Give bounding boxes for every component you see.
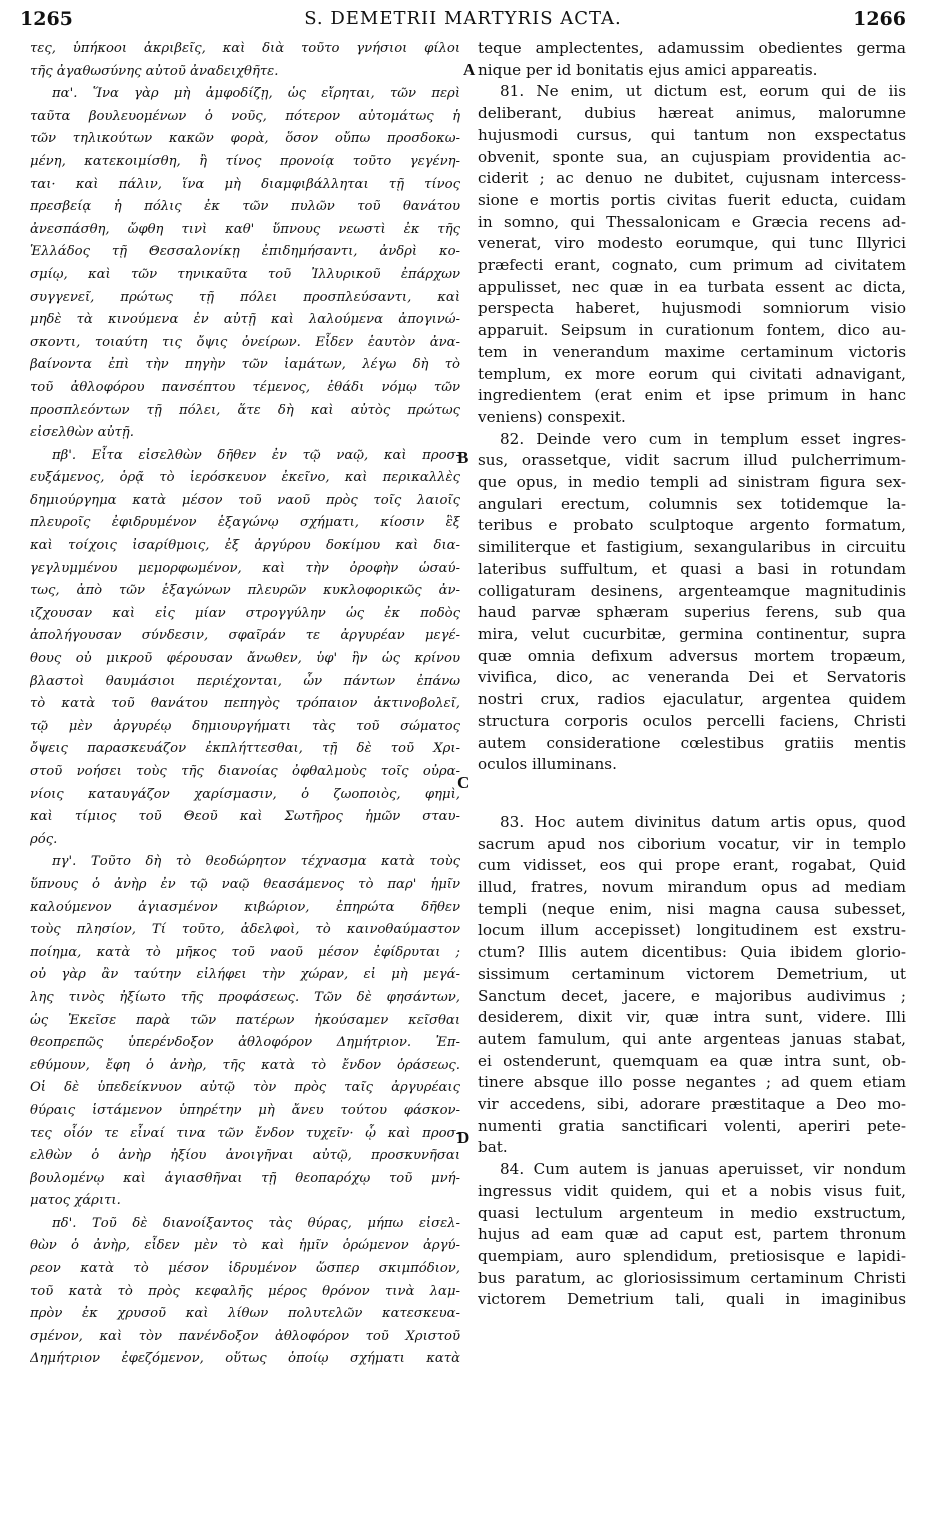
greek-text-line: ὄψεις παρασκευάζον ἐκπλήττεσθαι, τῇ δὲ τοῦ Χρι- [30,741,460,757]
greek-text-line: σμένον, καὶ τὸν πανένδοξον ἀθλοφόρον τοῦ Χριστοῦ [30,1328,460,1344]
latin-column [478,38,906,1311]
greek-text-line: πα'. Ἵνα γὰρ μὴ ἀμφοδίζῃ, ὡς εἴρηται, τῶν περὶ [52,86,460,102]
latin-spacer [478,794,906,812]
latin-text-line: sacrum apud nos ciborium vocatur, vir in templo [478,834,906,853]
latin-text-line: desiderem, dixit vir, quæ intra sunt, videre. Illi [478,1008,906,1027]
greek-text-line: τες οἷόν τε εἶναί τινα τῶν ἔνδον τυχεῖν· ᾧ καὶ προσ- [30,1125,460,1141]
latin-text-line: hujusmodi cursus, qui tantum non exspectatus [478,125,906,144]
latin-text-line: sione e mortis portis civitas fuerit educta, cuidam [478,190,906,209]
page-header [20,8,906,36]
greek-text-line: τῶν τηλικούτων κακῶν φορὰ, ὅσον οὔπω προσδοκω- [30,131,460,147]
greek-text-line: στοῦ νοήσει τοὺς τῆς διανοίας ὀφθαλμοὺς τοῖς οὐρα- [30,764,460,779]
greek-text-line: ελθὼν ὁ ἀνὴρ ἠξίου ἀνοιγῆναι αὐτῷ, προσκυνῆσαι [30,1148,460,1164]
greek-text-line: καλούμενον ἁγιασμένον κιβώριον, ἐπηρώτα δῆθεν [30,899,460,915]
latin-text-line: veniens) conspexit. [478,407,626,426]
greek-text-line: ἀπολήγουσαν σύνδεσιν, σφαῖράν τε ἀργυρέαν μεγέ- [30,628,460,644]
greek-text-line: ποίημα, κατὰ τὸ μῆκος τοῦ ναοῦ μέσον ἐφίδρυται ; [30,944,460,960]
greek-text-line: βουλομένῳ καὶ ἁγιασθῆναι τῇ θεοπαρόχῳ τοῦ μνή- [30,1170,460,1186]
latin-text-line: teque amplectentes, adamussim obedientes germa [478,39,906,57]
greek-text-line: τῷ μὲν ἀργυρέῳ δημιουργήματι τὰς τοῦ σώματος [30,718,460,734]
greek-text-line: οὐ γὰρ ἂν ταύτην εἰλήφει τὴν χώραν, εἰ μὴ μεγά- [30,967,460,983]
latin-text-line: in somno, qui Thessalonicam e Græcia recens ad- [478,212,906,231]
greek-text-line: Ἑλλάδος τῇ Θεσσαλονίκῃ ἐπιδημήσαντι, ἀνδρὶ κο- [30,244,460,260]
latin-text-line: apparuit. Seipsum in curationum fontem, dico au- [478,321,906,340]
latin-text-line: cum vidisset, eos qui prope erant, rogabat, Quid [478,856,906,875]
latin-text-line: quempiam, auro splendidum, pretiosisque e lapidi- [478,1246,906,1265]
latin-text-line: nique per id bonitatis ejus amici appareatis. [478,60,818,79]
latin-text-line: sissimum certaminum victorem Demetrium, ut [478,964,906,983]
greek-text-line: Οἱ δὲ ὑπεδείκνυον αὐτῷ τὸν πρὸς ταῖς ἀργυρέαις [30,1080,460,1096]
latin-text-line: appulisset, nec quæ in ea turbata essent ac dicta, [478,277,906,296]
latin-text-line: autem consideratione cœlestibus gratiis mentis [478,733,906,752]
greek-text-line: νίοις καταυγάζον χαρίσμασιν, ὁ ζωοποιὸς, φημὶ, [30,786,460,802]
latin-text-line: que opus, in medio templi ad sinistram figura sex- [478,473,906,492]
latin-text-line: ingressus vidit quidem, qui et a nobis visus fuit, [478,1181,906,1200]
greek-text-line: καὶ τίμιος τοῦ Θεοῦ καὶ Σωτῆρος ἡμῶν σταυ- [30,809,460,825]
latin-text-line: colligaturam desinens, argenteamque magnitudinis [478,581,906,600]
latin-spacer [478,776,906,794]
greek-text-line: τοὺς πλησίον, Τί τοῦτο, ἀδελφοὶ, τὸ καινοθαύμαστον [30,922,460,938]
greek-text-line: δημιούργημα κατὰ μέσον τοῦ ναοῦ πρὸς τοῖς λαιοῖς [30,492,460,508]
greek-text-line: τως, ἀπὸ τῶν ἑξαγώνων πλευρῶν κυκλοφορικῶς ἀν- [30,583,460,599]
latin-text-line: similiterque et fastigium, sexangularibus in circuitu [478,538,906,557]
greek-text-line: ρεον κατὰ τὸ μέσον ἱδρυμένον ὥσπερ σκιμπόδιον, [30,1261,460,1277]
greek-text-line: πρὸν ἐκ χρυσοῦ καὶ λίθων πολυτελῶν κατεσκευα- [30,1306,460,1322]
greek-text-line: πγ'. Τοῦτο δὴ τὸ θεοδώρητον τέχνασμα κατὰ τοὺς [52,854,460,870]
latin-text-line: hujus ad eam quæ ad caput est, partem thronum [478,1225,906,1244]
greek-text-line: σκοντι, τοιαύτη τις ὄψις ὀνείρων. Εἶδεν ἑαυτὸν ἀνα- [30,334,460,350]
latin-text-line: quasi lectulum argenteum in medio exstructum, [478,1203,906,1222]
greek-text-line: πρεσβείᾳ ἡ πόλις ἐκ τῶν πυλῶν τοῦ θανάτου [30,199,460,215]
greek-text-line: θεοπρεπῶς ὑπερένδοξον ἀθλοφόρον Δημήτριον. Ἐπ- [30,1035,460,1051]
greek-text-line: θὼν ὁ ἀνὴρ, εἶδεν μὲν τὸ καὶ ἡμῖν ὁρώμενον ἀργύ- [30,1238,460,1254]
greek-text-line: τὸ κατὰ τοῦ θανάτου πεπηγὸς τρόπαιον ἀκτινοβολεῖ, [30,696,460,712]
greek-text-line: ευξάμενος, ὁρᾷ τὸ ἱερόσκευον ἐκεῖνο, καὶ περικαλλὲς [30,470,460,486]
latin-text-line: haud parvæ sphæram superius ferens, sub qua [478,603,906,622]
latin-text-line: deliberant, dubius hæreat animus, malorumne [478,104,906,123]
section-marker-a: A [463,60,476,79]
greek-text-line: μένη, κατεκοιμίσθη, ἢ τίνος προνοίᾳ τοῦτο γεγένη- [30,153,460,169]
greek-text-line: τῆς ἀγαθωσύνης αὐτοῦ ἀναδειχθῆτε. [30,63,279,79]
greek-text-line: βλαστοὶ θαυμάσιοι περιέχονται, ὧν πάντων ἐπάνω [30,673,460,689]
latin-text-line: vir accedens, sibi, adorare præstitaque a Deo mo- [478,1095,906,1114]
greek-text-line: θους οὐ μικροῦ φέρουσαν ἄνωθεν, ὑφ' ἣν ὡς κρίνου [30,651,460,667]
latin-text-line: templi (neque enim, nisi magna causa subesset, [478,899,906,918]
greek-text-line: πλευροῖς ἐφιδρυμένον ἑξαγώνῳ σχήματι, κίοσιν ἓξ [30,515,460,531]
latin-text-line: mira, velut cucurbitæ, germina continentur, supra [478,624,906,643]
page-number-right: 1266 [853,8,906,30]
greek-text-line: ρός. [30,831,58,847]
latin-text-line: angulari erectum, columnis sex totidemque la- [478,494,906,513]
latin-text-line: locum illum accepisset) longitudinem est exstru- [478,921,906,940]
greek-text-line: εθύμουν, ἔφη ὁ ἀνὴρ, τῆς κατὰ τὸ ἔνδον ὁράσεως. [30,1057,460,1073]
latin-text-line: oculos illuminans. [478,755,617,774]
latin-text-line: 81. Ne enim, ut dictum est, eorum qui de iis [500,82,906,101]
greek-text-line: τοῦ κατὰ τὸ πρὸς κεφαλῆς μέρος θρόνον τινὰ λαμ- [30,1283,460,1299]
latin-text-line: obvenit, sponte sua, an cujuspiam providentia ac- [478,147,906,166]
latin-text-line: sus, orassetque, vidit sacrum illud pulcherrimum- [478,451,906,470]
section-marker-b: B [457,448,469,467]
latin-text-line: ei ostenderunt, quemquam ea quæ intra sunt, ob- [478,1051,906,1070]
greek-text-line: ὡς Ἐκεῖσε παρὰ τῶν πατέρων ἠκούσαμεν κεῖσθαι [30,1012,460,1028]
greek-text-line: λης τινὸς ἠξίωτο τῆς προφάσεως. Τῶν δὲ φησάντων, [30,989,460,1005]
latin-text-line: Sanctum decet, jacere, e majoribus audivimus ; [478,986,906,1005]
page-number-left: 1265 [20,8,73,30]
latin-text-line: templum, ex more eorum qui civitati adnavigant, [478,364,906,383]
latin-text-line: structura corporis oculos percelli faciens, Christi [478,711,906,730]
greek-text-line: θύραις ἱστάμενον ὑπηρέτην μὴ ἄνευ τούτου φάσκον- [30,1102,460,1118]
greek-text-line: προσπλεόντων τῇ πόλει, ἅτε δὴ καὶ αὐτὸς πρώτως [30,402,460,418]
greek-text-line: καὶ τοίχοις ἰσαρίθμοις, ἐξ ἀργύρου δοκίμου καὶ δια- [30,538,460,554]
latin-text-line: vivifica, dico, ac veneranda Dei et Servatoris [478,668,906,687]
greek-text-line: πβ'. Εἶτα εἰσελθὼν δῆθεν ἐν τῷ ναῷ, καὶ προσ- [52,447,460,463]
latin-text-line: illud, fratres, novum mirandum opus ad mediam [478,878,906,897]
latin-text-line: 84. Cum autem is januas aperuisset, vir nondum [500,1160,906,1179]
greek-text-line: τοῦ ἀθλοφόρου πανσέπτου τέμενος, ἐθάδι νόμῳ τῶν [30,379,460,395]
latin-text-line: numenti gratia sanctificari volenti, aperiri pete- [478,1116,906,1135]
greek-text-line: σμίῳ, καὶ τῶν τηνικαῦτα τοῦ Ἰλλυρικοῦ ἐπάρχων [30,266,460,282]
latin-text-line: bat. [478,1138,508,1157]
latin-text-line: autem famulum, qui ante argenteas januas stabat, [478,1029,906,1048]
latin-text-line: quæ omnia defixum adversus mortem tropæum, [478,646,906,665]
greek-text-line: ταῦτα βουλευομένων ὁ νοῦς, πότερον αὐτομάτως ἡ [30,108,460,124]
greek-text-line: συγγενεῖ, πρώτως τῇ πόλει προσπλεύσαντι, καὶ [30,289,460,305]
latin-text-line: nostri crux, radios ejaculatur, argentea quidem [478,690,906,709]
greek-text-line: τες, ὑπήκοοι ἀκριβεῖς, καὶ διὰ τοῦτο γνήσιοι φίλοι [30,41,460,56]
running-title: S. DEMETRII MARTYRIS ACTA. [304,8,622,29]
greek-text-line: εἰσελθὼν αὐτῇ. [30,425,134,441]
greek-column [30,38,460,1371]
greek-text-line: ὕπνους ὁ ἀνὴρ ἐν τῷ ναῷ θεασάμενος τὸ παρ' ἡμῖν [30,876,460,892]
latin-text-line: ingredientem (erat enim et ipse primum in hanc [478,386,906,405]
greek-text-line: ματος χάριτι. [30,1193,121,1209]
greek-text-line: βαίνοντα ἐπὶ τὴν πηγὴν τῶν ἰαμάτων, λέγω δὴ τὸ [30,357,460,373]
greek-text-line: πδ'. Τοῦ δὲ διανοίξαντος τὰς θύρας, μήπω εἰσελ- [52,1215,460,1231]
latin-text-line: lateribus suffultum, et quasi a basi in rotundam [478,559,906,578]
greek-text-line: Δημήτριον ἐφεζόμενον, οὕτως ὁποίῳ σχήματι κατὰ [30,1351,460,1367]
greek-text-line: μηδὲ τὰ κινούμενα ἐν αὐτῇ καὶ λαλούμενα ἀπογινώ- [30,312,460,328]
latin-text-line: 82. Deinde vero cum in templum esset ingres- [500,429,906,448]
greek-text-line: γεγλυμμένου μεμορφωμένον, καὶ τὴν ὀροφὴν ὡσαύ- [30,560,460,576]
section-marker-d: D [457,1128,470,1147]
latin-text-line: tinere absque illo posse negantes ; ad quem etiam [478,1073,906,1092]
latin-text-line: bus paratum, ac gloriosissimum certaminum Christi [478,1268,906,1287]
latin-text-line: tem in venerandum maxime certaminum victoris [478,342,906,361]
greek-text-line: ἀνεσπάσθη, ὤφθη τινὶ καθ' ὕπνους νεωστὶ ἐκ τῆς [30,221,460,237]
latin-text-line: teribus e probato sculptoque argento formatum, [478,516,906,535]
greek-text-line: ιζχουσαν καὶ εἰς μίαν στρογγύλην ὡς ἐκ ποδὸς [30,605,460,621]
latin-text-line: perspecta haberet, hujusmodi somniorum visio [478,299,906,318]
latin-text-line: 83. Hoc autem divinitus datum artis opus, quod [500,812,906,831]
latin-text-line: ctum? Illis autem dicentibus: Quia ibidem glorio- [478,943,906,962]
latin-text-line: ciderit ; ac denuo ne dubitet, cujusnam intercess- [478,169,906,188]
section-marker-c: C [457,773,470,792]
greek-text-line: ται· καὶ πάλιν, ἵνα μὴ διαμφιβάλληται τῇ τίνος [30,176,460,192]
latin-text-line: victorem Demetrium tali, quali in imaginibus [478,1290,906,1309]
latin-text-line: venerat, viro modesto eorumque, qui tunc Illyrici [478,234,906,253]
latin-text-line: præfecti erant, cognato, cum primum ad civitatem [478,256,906,275]
